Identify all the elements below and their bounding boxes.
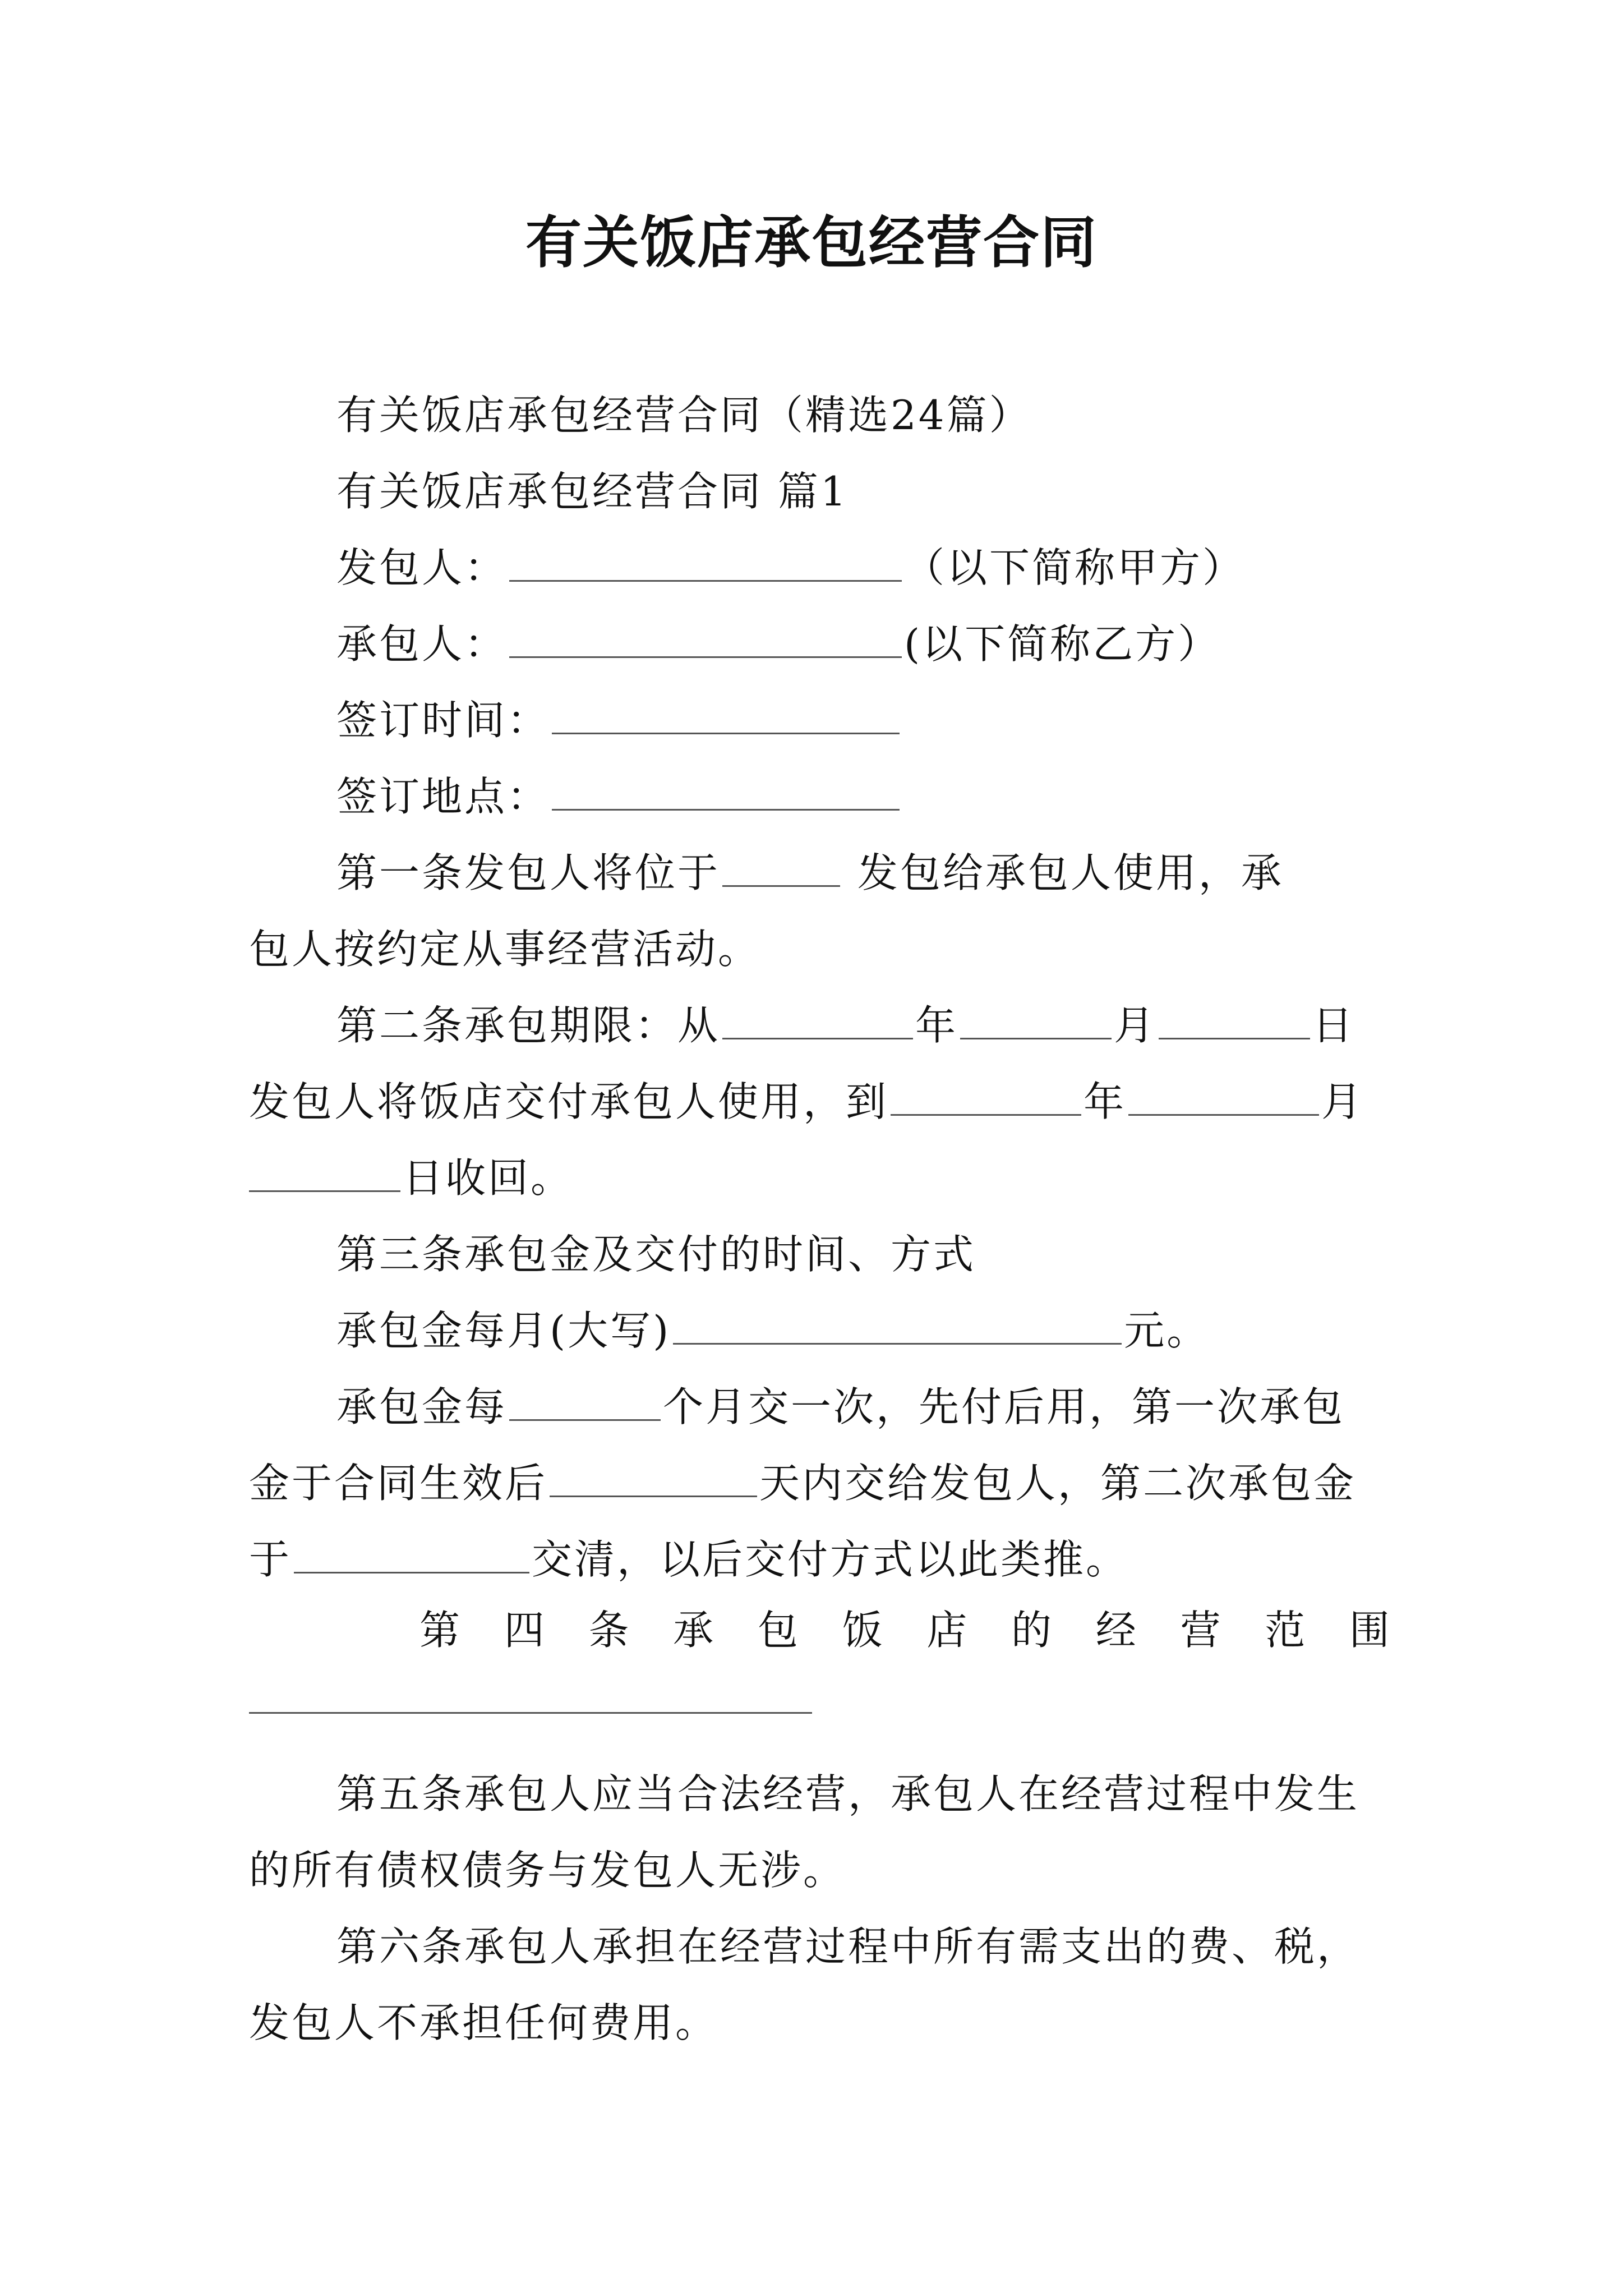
month-label: 月	[1114, 1002, 1157, 1049]
subtitle-line	[336, 387, 1032, 443]
party-a-label: 发包人：	[336, 544, 508, 591]
article-4-char: 四	[504, 1607, 545, 1654]
payment-text-f: 交清，以后交付方式以此类推。	[532, 1536, 1129, 1583]
article-4-char: 的	[1011, 1607, 1052, 1654]
article-4-char: 经	[1095, 1607, 1136, 1654]
party-b-label: 承包人：	[336, 620, 508, 668]
second-payment-date-blank[interactable]	[294, 1535, 529, 1573]
document-title: 有关饭店承包经营合同	[525, 210, 1098, 275]
payment-period-blank[interactable]	[509, 1382, 661, 1421]
article-5-line-2	[249, 1842, 846, 1898]
payment-text-a: 承包金每	[336, 1383, 508, 1430]
section-heading-text: 有关饭店承包经营合同 篇1	[336, 468, 849, 515]
sign-time-label: 签订时间：	[336, 697, 550, 744]
subtitle-text: 有关饭店承包经营合同（精选24篇）	[336, 392, 1032, 439]
article-2-line-3	[249, 1150, 573, 1206]
payment-text-d: 天内交给发包人，第二次承包金	[759, 1460, 1357, 1507]
party-b-blank[interactable]	[509, 619, 902, 658]
article-5-text-a: 第五条承包人应当合法经营，承包人在经营过程中发生	[336, 1770, 1360, 1818]
article-1-text-c: 包人按约定从事经营活动。	[249, 926, 761, 973]
article-4-char: 范	[1265, 1607, 1306, 1654]
party-b-note: (以下简称乙方）	[904, 620, 1221, 668]
article-3-line-3	[249, 1455, 1356, 1511]
first-payment-days-blank[interactable]	[550, 1458, 757, 1497]
article-4-char: 营	[1180, 1607, 1221, 1654]
party-a-blank[interactable]	[509, 543, 902, 582]
article-6-line-2	[249, 1995, 718, 2051]
yuan-label: 元。	[1124, 1307, 1210, 1354]
article-4-line	[419, 1602, 1390, 1658]
article-3-heading-text: 第三条承包金及交付的时间、方式	[336, 1231, 976, 1278]
article-4-char: 第	[419, 1607, 460, 1654]
monthly-fee-label: 承包金每月(大写)	[336, 1307, 671, 1354]
article-2-line-1	[336, 997, 1355, 1053]
sign-place-blank[interactable]	[552, 772, 900, 811]
start-day-blank[interactable]	[1159, 1001, 1310, 1039]
article-3-line-1	[336, 1303, 1209, 1359]
business-scope-blank[interactable]	[249, 1712, 812, 1714]
article-3-line-4	[249, 1531, 1128, 1588]
article-1-line-2	[249, 921, 760, 977]
article-2-text-b: 发包人将饭店交付承包人使用，到	[249, 1078, 889, 1125]
sign-place-label: 签订地点：	[336, 773, 550, 820]
article-4-char: 围	[1349, 1607, 1390, 1654]
article-3-heading	[336, 1226, 976, 1282]
party-a-line	[336, 540, 1245, 596]
article-5-text-b: 的所有债权债务与发包人无涉。	[249, 1847, 846, 1894]
monthly-fee-blank[interactable]	[673, 1306, 1122, 1345]
article-1-text-a: 第一条发包人将位于	[336, 849, 721, 896]
article-4-char: 饭	[842, 1607, 883, 1654]
party-a-note: （以下简称甲方）	[904, 544, 1246, 591]
end-year-label: 年	[1083, 1078, 1127, 1125]
article-6-line-1	[336, 1918, 1359, 1975]
end-day-blank[interactable]	[249, 1153, 400, 1192]
payment-text-b: 个月交一次，先付后用，第一次承包	[663, 1383, 1345, 1430]
article-2-line-2	[249, 1074, 1364, 1130]
article-4-char: 店	[926, 1607, 967, 1654]
sign-time-line	[336, 692, 902, 748]
start-year-blank[interactable]	[722, 1001, 913, 1039]
day-label: 日	[1312, 1002, 1355, 1049]
article-4-char: 包	[757, 1607, 798, 1654]
article-3-line-2	[336, 1379, 1345, 1435]
party-b-line	[336, 616, 1220, 672]
article-1-location-blank[interactable]	[722, 848, 840, 887]
article-6-text-b: 发包人不承担任何费用。	[249, 1999, 718, 2046]
article-2-text-a: 第二条承包期限：从	[336, 1002, 721, 1049]
article-1-line-1	[336, 845, 1284, 901]
sign-time-blank[interactable]	[552, 696, 900, 734]
payment-text-c: 金于合同生效后	[249, 1460, 548, 1507]
article-4-char: 承	[673, 1607, 714, 1654]
year-label: 年	[915, 1002, 958, 1049]
end-year-blank[interactable]	[891, 1077, 1081, 1116]
article-5-line-1	[336, 1766, 1359, 1822]
article-1-text-b: 发包给承包人使用，承	[857, 849, 1284, 896]
payment-text-e: 于	[249, 1536, 292, 1583]
article-4-char: 条	[588, 1607, 629, 1654]
end-month-blank[interactable]	[1128, 1077, 1319, 1116]
start-month-blank[interactable]	[960, 1001, 1112, 1039]
end-month-label: 月	[1321, 1078, 1364, 1125]
article-2-text-c: 日收回。	[403, 1154, 574, 1202]
section-heading	[336, 463, 849, 519]
sign-place-line	[336, 769, 902, 825]
article-6-text-a: 第六条承包人承担在经营过程中所有需支出的费、税，	[336, 1923, 1360, 1970]
